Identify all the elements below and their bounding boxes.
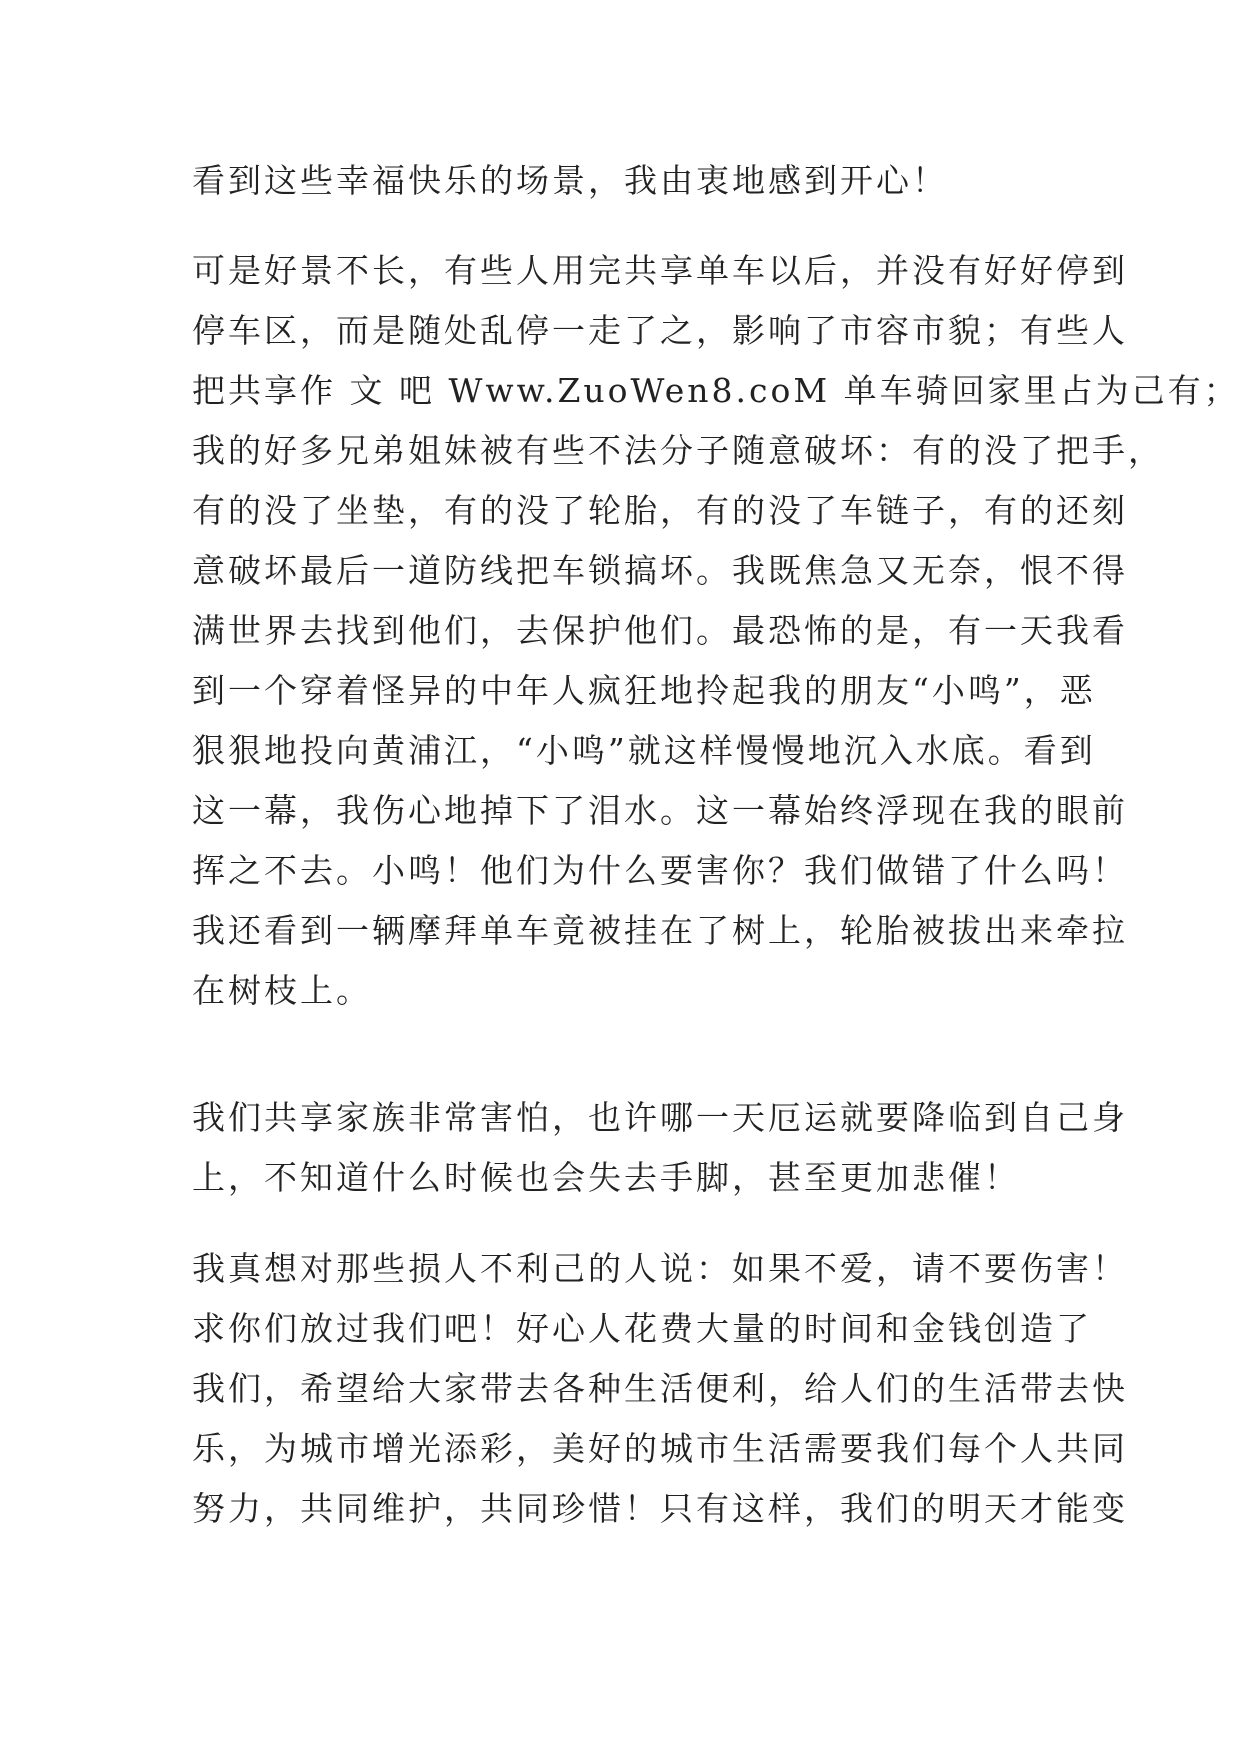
text-line: 挥之不去。小鸣！他们为什么要害你？我们做错了什么吗！ [192,851,1128,890]
paragraph-1 [192,151,1072,211]
text-line: 看到这些幸福快乐的场景，我由衷地感到开心！ [192,161,948,200]
text-line: 狠狠地投向黄浦江，“小鸣”就这样慢慢地沉入水底。看到 [192,731,1096,770]
text-line: 满世界去找到他们，去保护他们。最恐怖的是，有一天我看 [192,611,1128,650]
text-line: 可是好景不长，有些人用完共享单车以后，并没有好好停到 [192,251,1128,290]
text-line: 停车区，而是随处乱停一走了之，影响了市容市貌；有些人 [192,311,1128,350]
text-line: 这一幕，我伤心地掉下了泪水。这一幕始终浮现在我的眼前 [192,791,1128,830]
text-line: 意破坏最后一道防线把车锁搞坏。我既焦急又无奈，恨不得 [192,551,1128,590]
text-line: 在树枝上。 [192,971,372,1010]
text-line: 我的好多兄弟姐妹被有些不法分子随意破坏：有的没了把手， [192,431,1164,470]
text-line: 乐，为城市增光添彩，美好的城市生活需要我们每个人共同 [192,1429,1128,1468]
text-line: 我还看到一辆摩拜单车竟被挂在了树上，轮胎被拔出来牵拉 [192,911,1128,950]
text-line: 把共享作 文 吧 Www.ZuoWen8.coM 单车骑回家里占为己有； [192,371,1240,410]
text-line: 我们共享家族非常害怕，也许哪一天厄运就要降临到自己身 [192,1098,1128,1137]
paragraph-3 [192,1088,1128,1208]
text-line: 我真想对那些损人不利己的人说：如果不爱，请不要伤害！ [192,1249,1128,1288]
text-line: 努力，共同维护，共同珍惜！只有这样，我们的明天才能变 [192,1489,1128,1528]
text-line: 上，不知道什么时候也会失去手脚，甚至更加悲催！ [192,1158,1020,1197]
paragraph-2 [192,241,1240,1021]
text-line: 求你们放过我们吧！好心人花费大量的时间和金钱创造了 [192,1309,1092,1348]
text-line: 有的没了坐垫，有的没了轮胎，有的没了车链子，有的还刻 [192,491,1128,530]
text-line: 到一个穿着怪异的中年人疯狂地拎起我的朋友“小鸣”，恶 [192,671,1096,710]
text-line: 我们，希望给大家带去各种生活便利，给人们的生活带去快 [192,1369,1128,1408]
paragraph-4 [192,1239,1128,1539]
